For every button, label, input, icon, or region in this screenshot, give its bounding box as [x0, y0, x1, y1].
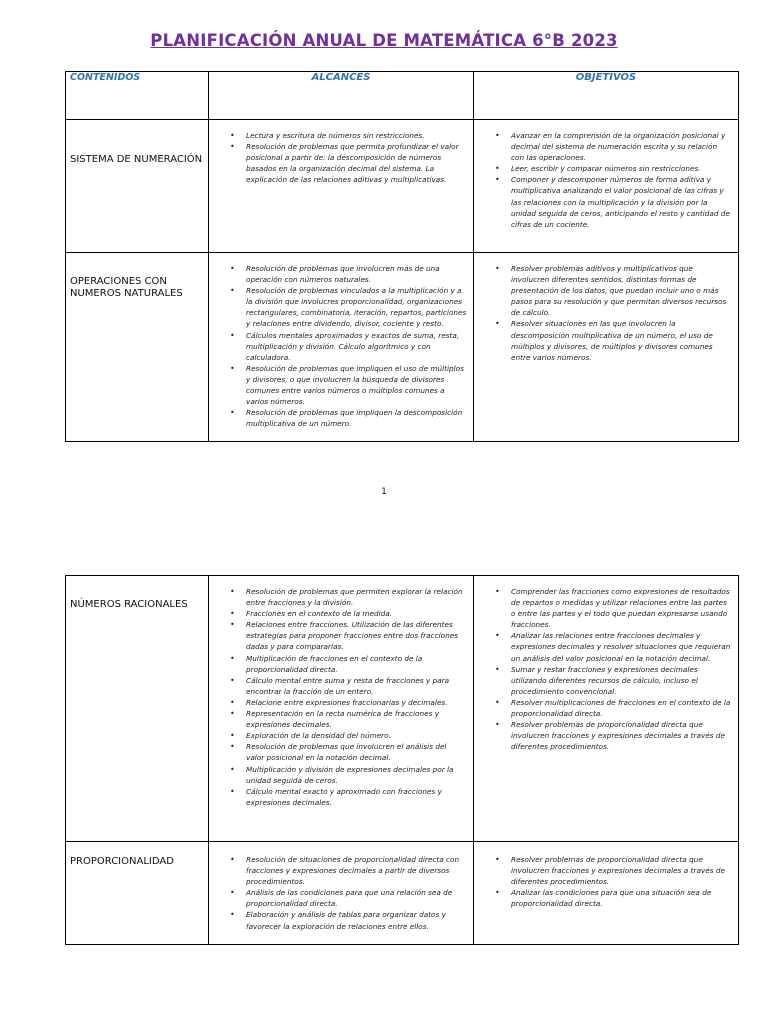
- list-item: • Resolución de problemas que impliquen el uso de múltiplos y divisores, o que involucren la búsqueda de divisores comunes entre varios números o múltiplos comunes a varios números.: [209, 363, 467, 407]
- list-item: • Resolución de problemas que permiten explorar la relación entre fracciones y la división.: [209, 586, 467, 608]
- table-row: [66, 253, 739, 442]
- list-item: • Resolución de problemas que involucren más de una operación con números naturales.: [209, 263, 467, 285]
- list-item: • Sumar y restar fracciones y expresiones decimales utilizando diferentes recursos de cálculo, incluso el procedimiento convencional.: [474, 664, 732, 697]
- list-item: • Analizar las relaciones entre fracciones decimales y expresiones decimales y resolver situaciones que requieran un análisis del valor posicional en la notación decimal.: [474, 630, 732, 663]
- alcances-cell: [209, 120, 474, 253]
- list-item: • Representación en la recta numérica de fracciones y expresiones decimales.: [209, 708, 467, 730]
- header-contenidos: CONTENIDOS: [66, 72, 209, 120]
- objetivos-cell: [474, 120, 739, 253]
- table-row: [66, 576, 739, 842]
- contenido-cell: [66, 253, 209, 442]
- list-item: • Resolución de problemas que impliquen la descomposición multiplicativa de un número.: [209, 407, 467, 429]
- list-item: • Resolver situaciones en las que involucren la descomposición multiplicativa de un número, el uso de múltiplos y divisores, de múltiplos y divisores comunes entre varios números.: [474, 318, 732, 362]
- list-item: • Relacione entre expresiones fraccionarias y decimales.: [209, 697, 467, 708]
- objetivos-list: [474, 854, 738, 913]
- contenido-label: SISTEMA DE NUMERACIÓN: [70, 154, 203, 165]
- list-item: • Leer, escribir y comparar números sin restricciones.: [474, 163, 732, 174]
- list-item: • Análisis de las condiciones para que una relación sea de proporcionalidad directa.: [209, 887, 467, 909]
- list-item: • Resolución de situaciones de proporcionalidad directa con fracciones y expresiones decimales a partir de diversos procedimientos.: [209, 854, 467, 887]
- table-row: [66, 120, 739, 253]
- objetivos-cell: [474, 842, 739, 945]
- table-row: [66, 842, 739, 945]
- alcances-cell: [209, 842, 474, 945]
- list-item: • Resolución de problemas vinculados a la multiplicación y a la división que involucres proporcionalidad, organizaciones rectangulares, combinatoria, iteración, repartos, particiones y relaciones entre dividendo, divisor, cociente y resto.: [209, 285, 467, 329]
- list-item: • Avanzar en la comprensión de la organización posicional y decimal del sistema de numeración escrita y su relación con las operaciones.: [474, 130, 732, 163]
- objetivos-list: [474, 130, 738, 234]
- objetivos-list: [474, 263, 738, 367]
- alcances-list: [209, 263, 473, 433]
- contenido-label: NÚMEROS RACIONALES: [70, 599, 188, 610]
- page-number: 1: [381, 487, 387, 497]
- document-title: PLANIFICACIÓN ANUAL DE MATEMÁTICA 6°B 2023: [150, 31, 618, 50]
- header-alcances: ALCANCES: [209, 72, 474, 120]
- list-item: • Multiplicación de fracciones en el contexto de la proporcionalidad directa.: [209, 653, 467, 675]
- objetivos-cell: [474, 576, 739, 842]
- list-item: • Analizar las condiciones para que una situación sea de proporcionalidad directa.: [474, 887, 732, 909]
- objetivos-cell: [474, 253, 739, 442]
- list-item: • Elaboración y análisis de tablas para organizar datos y favorecer la exploración de relaciones entre ellos.: [209, 909, 467, 931]
- contenido-cell: [66, 842, 209, 945]
- list-item: • Resolución de problemas que involucren el análisis del valor posicional en la notación decimal.: [209, 741, 467, 763]
- header-objetivos: OBJETIVOS: [474, 72, 739, 120]
- list-item: • Componer y descomponer números de forma aditiva y multiplicativa analizando el valor posicional de las cifras y las relaciones con la multiplicación y la división por la unidad seguida de ceros, anticipando el resto y cantidad de cifras de un cociente.: [474, 174, 732, 229]
- list-item: • Resolver problemas aditivos y multiplicativos que involucren diferentes sentidos, distintas formas de presentación de los datos, que puedan incluir uno o más pasos para su resolución y que permitan diversos recursos de cálculo.: [474, 263, 732, 318]
- list-item: • Resolver problemas de proporcionalidad directa que involucren fracciones y expresiones decimales a través de diferentes procedimientos.: [474, 854, 732, 887]
- list-item: • Cálculo mental entre suma y resta de fracciones y para encontrar la fracción de un entero.: [209, 675, 467, 697]
- list-item: • Cálculo mental exacto y aproximado con fracciones y expresiones decimales.: [209, 786, 467, 808]
- alcances-list: [209, 854, 473, 936]
- list-item: • Exploración de la densidad del número.: [209, 730, 467, 741]
- alcances-list: [209, 586, 473, 812]
- objetivos-list: [474, 586, 738, 756]
- list-item: • Relaciones entre fracciones. Utilización de las diferentes estrategias para proponer fracciones entre dos fracciones dadas y para compararlas.: [209, 619, 467, 652]
- list-item: • Resolver problemas de proporcionalidad directa que involucren fracciones y expresiones decimales a través de diferentes procedimientos.: [474, 719, 732, 752]
- list-item: • Lectura y escritura de números sin restricciones.: [209, 130, 467, 141]
- list-item: • Comprender las fracciones como expresiones de resultados de repartos o medidas y utilizar relaciones entre las partes o entre las partes y el todo que puedan expresarse usando fracciones.: [474, 586, 732, 630]
- list-item: • Fracciones en el contexto de la medida.: [209, 608, 467, 619]
- planning-table-page-2: [65, 575, 739, 945]
- alcances-list: [209, 130, 473, 189]
- list-item: • Cálculos mentales aproximados y exactos de suma, resta, multiplicación y división. Cálculo algorítmico y con calculadora.: [209, 330, 467, 363]
- contenido-label: PROPORCIONALIDAD: [70, 856, 174, 867]
- table-header-row: [66, 72, 739, 120]
- alcances-cell: [209, 253, 474, 442]
- list-item: • Resolución de problemas que permita profundizar el valor posicional a partir de: la descomposición de números basados en la organización decimal del sistema. La explicación de las relaciones aditivas y multiplicativas.: [209, 141, 467, 185]
- contenido-label: OPERACIONES CON NUMEROS NATURALES: [70, 276, 183, 299]
- planning-table-page-1: [65, 71, 739, 442]
- contenido-cell: [66, 576, 209, 842]
- list-item: • Multiplicación y división de expresiones decimales por la unidad seguida de ceros.: [209, 764, 467, 786]
- alcances-cell: [209, 576, 474, 842]
- contenido-cell: [66, 120, 209, 253]
- list-item: • Resolver multiplicaciones de fracciones en el contexto de la proporcionalidad directa.: [474, 697, 732, 719]
